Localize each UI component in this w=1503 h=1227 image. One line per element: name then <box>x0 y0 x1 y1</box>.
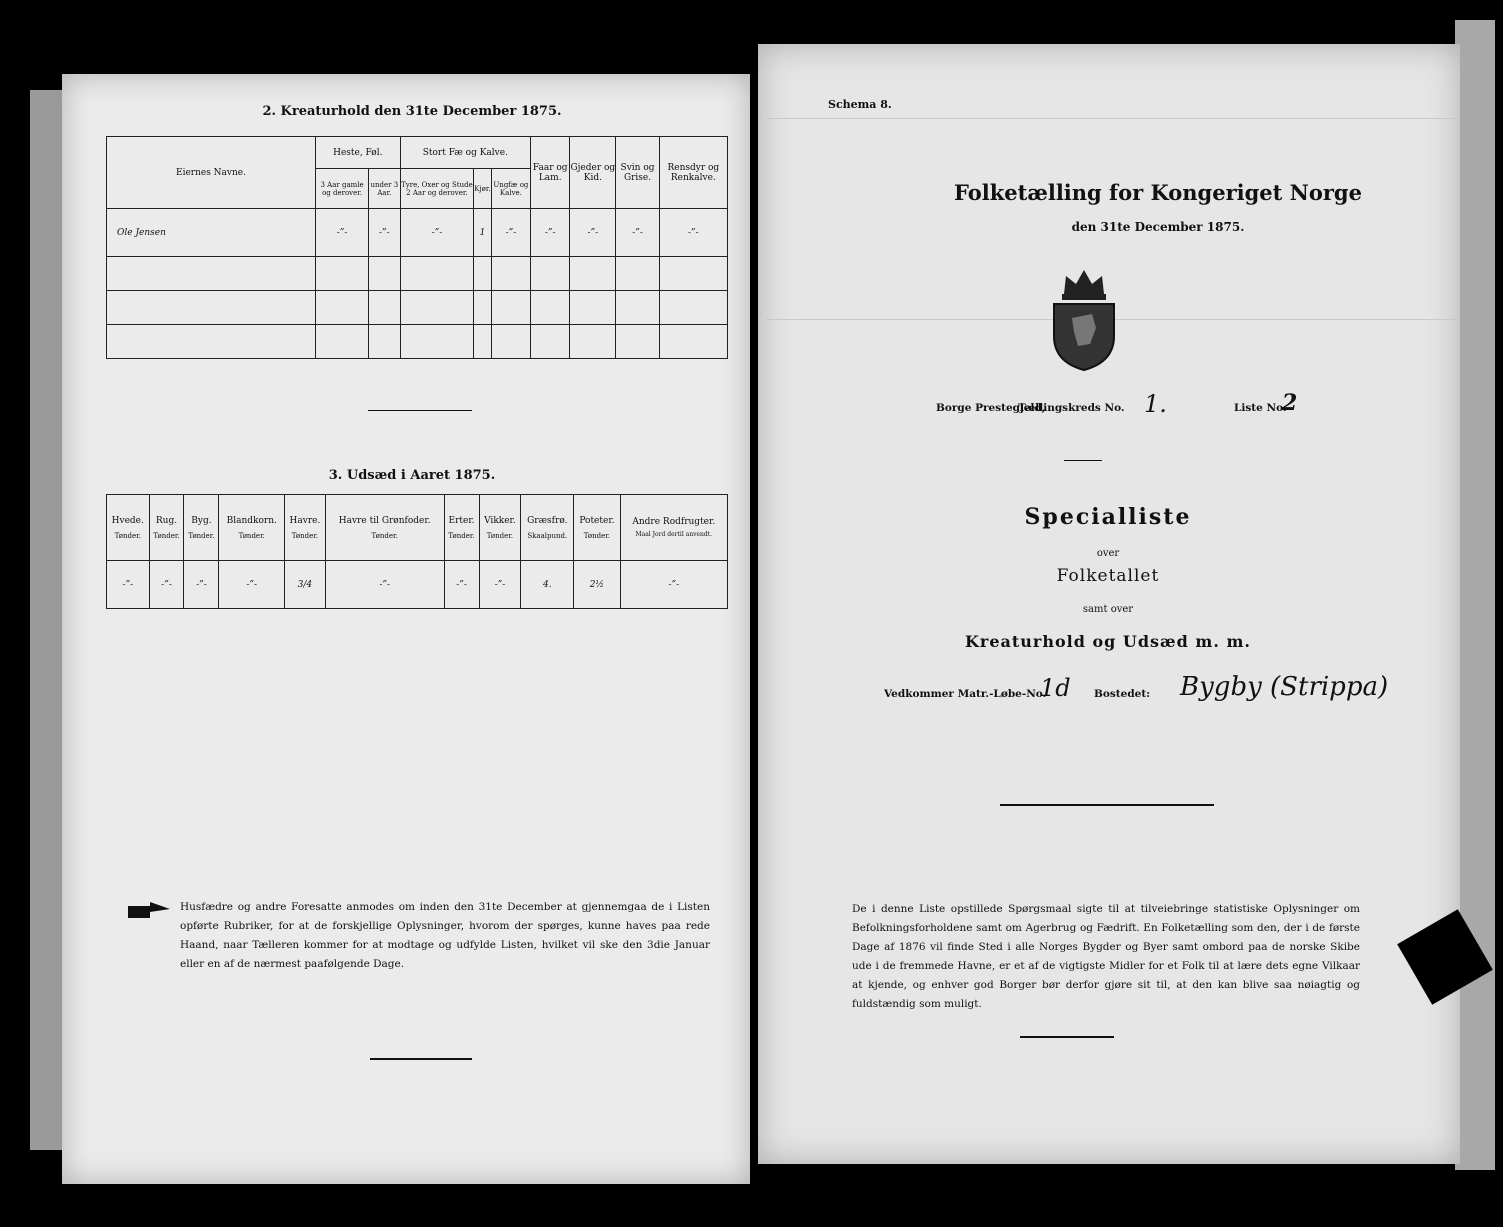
specialliste-title: Specialliste <box>1024 504 1192 530</box>
livestock-value: -”- <box>316 209 369 257</box>
liste-label: Liste No. <box>1234 402 1287 414</box>
seed-header: Havre. Tønder. <box>285 495 326 561</box>
livestock-value: 1 <box>474 209 491 257</box>
seed-header: Græsfrø. Skaalpund. <box>521 495 574 561</box>
livestock-value: -”- <box>616 209 659 257</box>
header-sheep: Faar og Lam. <box>531 137 570 209</box>
page-stack-edge-left <box>30 90 64 1150</box>
header-cattle-cows: Kjør. <box>474 169 491 209</box>
header-cattle-calves: Ungfæ og Kalve. <box>491 169 530 209</box>
seed-value: -”- <box>184 561 219 609</box>
coat-of-arms-icon <box>1046 266 1122 372</box>
livestock-value: -”- <box>369 209 400 257</box>
seed-header: Vikker. Tønder. <box>479 495 521 561</box>
seed-header: Blandkorn. Tønder. <box>219 495 285 561</box>
seed-value: 3/4 <box>285 561 326 609</box>
livestock-table <box>106 136 728 359</box>
seed-header: Havre til Grønfoder. Tønder. <box>325 495 444 561</box>
notice-text: Husfædre og andre Foresatte anmodes om inden den 31te December at gjennemgaa de i Listen opførte Rubriker, for at de forskjellige Oplysninger, hvorom der spørges, kunne haves paa rede Haand, naar Tælleren kommer for at modtage og udfylde Listen, hvilket vil ske den 3die Januar eller en af de nærmest paafølgende Dage. <box>180 901 710 970</box>
seed-value: -”- <box>325 561 444 609</box>
bostedet-value: Bygby (Strippa) <box>1180 672 1389 702</box>
seed-value: 4. <box>521 561 574 609</box>
owner-name: Ole Jensen <box>107 209 316 257</box>
seed-header: Byg. Tønder. <box>184 495 219 561</box>
divider <box>370 1058 472 1060</box>
header-horses-young: under 3 Aar. <box>369 169 400 209</box>
liste-value: 2 <box>1282 390 1298 416</box>
folketallet-label: Folketallet <box>1056 566 1160 586</box>
prestegjeld-label: Borge Prestegjeld, <box>936 402 1046 414</box>
section3-title: 3. Udsæd i Aaret 1875. <box>328 468 496 483</box>
schema-label: Schema 8. <box>828 98 892 111</box>
seed-header: Erter. Tønder. <box>444 495 479 561</box>
livestock-value: -”- <box>491 209 530 257</box>
matr-label: Vedkommer Matr.-Løbe-No. <box>884 688 1047 700</box>
seed-header: Andre Rodfrugter. Maal Jord dertil anvendt. <box>620 495 727 561</box>
title-date: den 31te December 1875. <box>1071 220 1245 234</box>
matr-value: 1d <box>1040 674 1071 702</box>
seed-value: -”- <box>444 561 479 609</box>
header-pigs: Svin og Grise. <box>616 137 659 209</box>
seed-table <box>106 494 728 609</box>
seed-value: -”- <box>107 561 150 609</box>
pointing-hand-icon <box>126 900 172 922</box>
right-page <box>758 44 1460 1164</box>
seed-value: -”- <box>479 561 521 609</box>
divider <box>1020 1036 1114 1038</box>
kreds-label: Tællingskreds No. <box>1018 402 1125 414</box>
livestock-value: -”- <box>659 209 727 257</box>
seed-header: Rug. Tønder. <box>149 495 184 561</box>
header-cattle: Stort Fæ og Kalve. <box>400 137 531 169</box>
divider <box>1000 804 1214 806</box>
header-cattle-bulls: Tyre, Oxer og Stude 2 Aar og derover. <box>400 169 474 209</box>
seed-value: -”- <box>149 561 184 609</box>
page-stack-edge-right <box>1455 20 1495 1170</box>
bostedet-label: Bostedet: <box>1094 688 1151 700</box>
divider <box>1064 460 1102 461</box>
livestock-value: -”- <box>400 209 474 257</box>
left-page <box>62 74 750 1184</box>
kreaturhold-label: Kreaturhold og Udsæd m. m. <box>965 632 1251 651</box>
section2-title: 2. Kreaturhold den 31te December 1875. <box>262 104 562 119</box>
seed-header: Hvede. Tønder. <box>107 495 150 561</box>
header-horses-old: 3 Aar gamle og derover. <box>316 169 369 209</box>
seed-value: -”- <box>219 561 285 609</box>
divider <box>368 410 472 411</box>
seed-value: 2½ <box>574 561 620 609</box>
livestock-value: -”- <box>531 209 570 257</box>
over-label: over <box>1096 548 1120 559</box>
header-horses: Heste, Føl. <box>316 137 401 169</box>
header-reindeer: Rensdyr og Renkalve. <box>659 137 727 209</box>
samt-over-label: samt over <box>1082 604 1134 615</box>
header-owner: Eiernes Navne. <box>107 137 316 209</box>
kreds-value: 1. <box>1144 390 1167 418</box>
seed-header: Poteter. Tønder. <box>574 495 620 561</box>
livestock-value: -”- <box>570 209 616 257</box>
seed-value: -”- <box>620 561 727 609</box>
main-title: Folketælling for Kongeriget Norge <box>954 180 1362 205</box>
header-goats: Gjeder og Kid. <box>570 137 616 209</box>
purpose-notice: De i denne Liste opstillede Spørgsmaal sigte til at tilveiebringe statistiske Oplysninger om Befolkningsforholdene samt om Agerbrug og Fædrift. En Folketælling som den, der i de første Dage af 1876 vil finde Sted i alle Norges Bygder og Byer samt ombord paa de norske Skibe ude i de fremmede Havne, er et af de vigtigste Midler for et Folk til at lære dets egne Vilkaar at kjende, og enhver god Borger bør derfor gjøre sit til, at den kan blive saa nøiagtig og fuldstændig som muligt. <box>852 903 1360 1010</box>
